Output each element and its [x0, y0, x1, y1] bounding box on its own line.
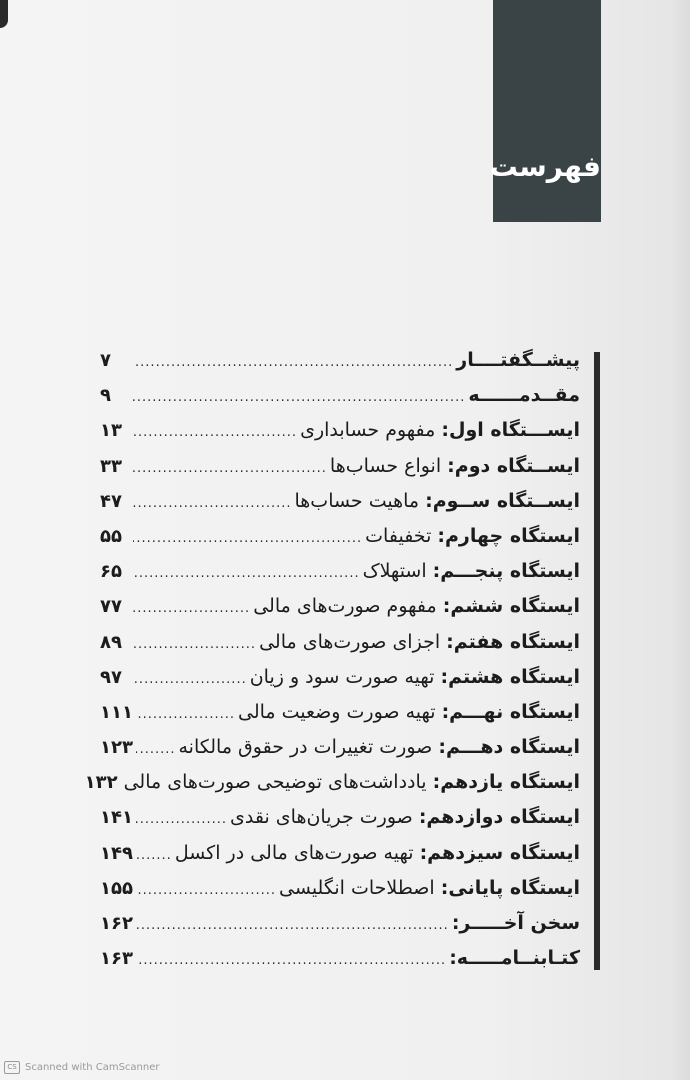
page-title: فهرست — [489, 150, 601, 183]
toc-page-number: ۶۵ — [100, 561, 122, 583]
toc-entry — [100, 449, 580, 484]
toc-entry-heading: ایستگاه چهارم: — [437, 524, 580, 547]
toc-entry-heading: ایستگاه هفتم: — [446, 630, 580, 653]
toc-dot-leader — [133, 627, 256, 662]
toc-entry-title — [279, 871, 580, 906]
toc-entry-title — [468, 378, 580, 413]
toc-dot-leader — [133, 662, 247, 697]
toc-entry — [100, 695, 580, 730]
toc-page-number: ۱۶۳ — [100, 948, 133, 970]
toc-entry-title — [449, 941, 580, 976]
toc-entry-heading: ایستگاه هشتم: — [440, 665, 580, 688]
toc-page-number: ۷۷ — [100, 596, 122, 618]
toc-entry-subtitle: تخفیفات — [365, 524, 438, 547]
toc-entry — [100, 519, 580, 554]
toc-entry-heading: ایستگاه سیزدهم: — [419, 841, 580, 864]
toc-dot-leader — [133, 556, 360, 591]
toc-entry-subtitle: یادداشت‌های توضیحی صورت‌های مالی — [123, 771, 433, 794]
toc-page-number: ۸۹ — [100, 631, 122, 653]
toc-entry-subtitle: مفهوم صورت‌های مالی — [253, 595, 443, 618]
scanner-watermark — [4, 1061, 160, 1074]
toc-entry — [100, 941, 580, 976]
toc-entry-subtitle: تهیه صورت سود و زیان — [249, 665, 441, 688]
toc-page-number: ۱۶۲ — [100, 913, 133, 934]
toc-page-number: ۳۳ — [100, 455, 122, 477]
toc-dot-leader — [136, 838, 172, 873]
toc-entry-title — [253, 589, 580, 624]
toc-entry-subtitle: اصطلاحات انگلیسی — [279, 876, 441, 899]
toc-entry-heading: کتـابنــامـــــه: — [449, 947, 580, 970]
toc-entry — [100, 589, 580, 624]
toc-entry-subtitle: صورت تغییرات در حقوق مالکانه — [178, 736, 439, 759]
toc-entry-heading: ایستگاه یازدهم: — [432, 771, 580, 794]
toc-entry-title — [238, 695, 580, 730]
toc-entry-heading: سخن آخـــــر: — [451, 912, 580, 934]
toc-page-number: ۱۱۱ — [100, 701, 133, 723]
toc-entry — [84, 765, 580, 800]
toc-entry — [100, 554, 580, 589]
toc-page-number: ۱۴۱ — [100, 807, 133, 829]
toc-entry — [100, 413, 580, 448]
toc-entry-title — [250, 660, 580, 695]
toc-dot-leader — [133, 521, 362, 556]
toc-entry-title — [300, 413, 580, 448]
toc-entry-title — [330, 449, 580, 484]
toc-page-number: ۹۷ — [100, 666, 122, 688]
toc-entry-subtitle: تهیه صورت وضعیت مالی — [237, 700, 442, 723]
toc-page-number: ۵۵ — [100, 525, 122, 547]
toc-entry-subtitle: مفهوم حسابداری — [300, 419, 442, 442]
watermark-text: Scanned with CamScanner — [25, 1062, 160, 1073]
toc-entry-heading: ایســتگاه دوم: — [447, 454, 580, 477]
toc-entry-heading: ایستگاه پایانی: — [440, 876, 580, 899]
toc-entry-title — [124, 765, 580, 800]
toc-entry-title — [259, 625, 580, 660]
toc-entry-title — [179, 730, 581, 765]
toc-entry — [100, 800, 580, 835]
toc-entry-title — [456, 343, 580, 378]
toc-entry — [100, 484, 580, 519]
toc-entry-subtitle: ماهیت حساب‌ها — [294, 489, 426, 512]
toc-entry — [100, 836, 580, 871]
toc-entry-heading: مقــدمــــــه — [468, 384, 580, 407]
toc-entry — [100, 730, 580, 765]
toc-entry-title — [365, 519, 580, 554]
toc-entry-heading: پیشــگفتــــار — [456, 349, 580, 371]
toc-page-number: ۷ — [100, 350, 111, 371]
toc-entry-title — [452, 906, 580, 941]
toc-dot-leader — [133, 591, 250, 626]
toc-entry-title — [175, 836, 580, 871]
toc-dot-leader — [136, 908, 449, 943]
toc-entry-subtitle: صورت جریان‌های نقدی — [230, 806, 419, 829]
toc-entry-heading: ایستگاه پنجـــم: — [432, 560, 580, 583]
toc-entry-subtitle: تهیه صورت‌های مالی در اکسل — [174, 841, 420, 864]
toc-dot-leader — [136, 732, 176, 767]
toc-entry-title — [295, 484, 581, 519]
toc-entry — [100, 660, 580, 695]
toc-dot-leader — [133, 380, 465, 415]
toc-page-number: ۱۲۳ — [100, 737, 133, 759]
toc-page-number: ۱۳ — [100, 420, 122, 442]
toc-dot-leader — [133, 415, 297, 450]
toc-entry-heading: ایستگاه دوازدهم: — [418, 806, 580, 829]
toc-entry-subtitle: استهلاک — [362, 560, 433, 583]
toc-entry-subtitle: انواع حساب‌ها — [329, 454, 448, 477]
toc-page-number: ۱۵۵ — [100, 877, 133, 899]
table-of-contents — [84, 343, 580, 976]
toc-entry-heading: ایســتگاه ســوم: — [425, 489, 580, 512]
corner-mark — [0, 0, 8, 28]
toc-entry-title — [230, 800, 580, 835]
toc-entry — [100, 378, 580, 413]
toc-dot-leader — [136, 873, 276, 908]
toc-page-number: ۴۷ — [100, 490, 122, 512]
toc-entry — [100, 906, 580, 941]
toc-dot-leader — [136, 697, 235, 732]
header-block — [489, 0, 601, 222]
toc-entry — [100, 871, 580, 906]
toc-entry-heading: ایستگاه دهـــم: — [438, 736, 580, 759]
toc-entry — [100, 625, 580, 660]
toc-page-number: ۱۳۲ — [84, 772, 118, 794]
toc-dot-leader — [133, 451, 327, 486]
toc-dot-leader — [136, 802, 227, 837]
toc-page-number: ۹ — [100, 385, 111, 407]
toc-page-number: ۱۴۹ — [100, 842, 133, 864]
toc-entry — [100, 343, 580, 378]
toc-entry-subtitle: اجزای صورت‌های مالی — [259, 630, 447, 653]
toc-vertical-bar — [594, 352, 600, 970]
toc-dot-leader — [133, 486, 292, 521]
toc-entry-heading: ایستگاه ششم: — [442, 595, 580, 618]
toc-entry-heading: ایستگاه نهـــم: — [441, 700, 580, 723]
toc-entry-title — [363, 554, 580, 589]
toc-entry-heading: ایســـتگاه اول: — [441, 419, 580, 442]
toc-dot-leader — [136, 943, 446, 978]
camscanner-icon: CS — [4, 1061, 20, 1074]
toc-dot-leader — [133, 345, 453, 380]
